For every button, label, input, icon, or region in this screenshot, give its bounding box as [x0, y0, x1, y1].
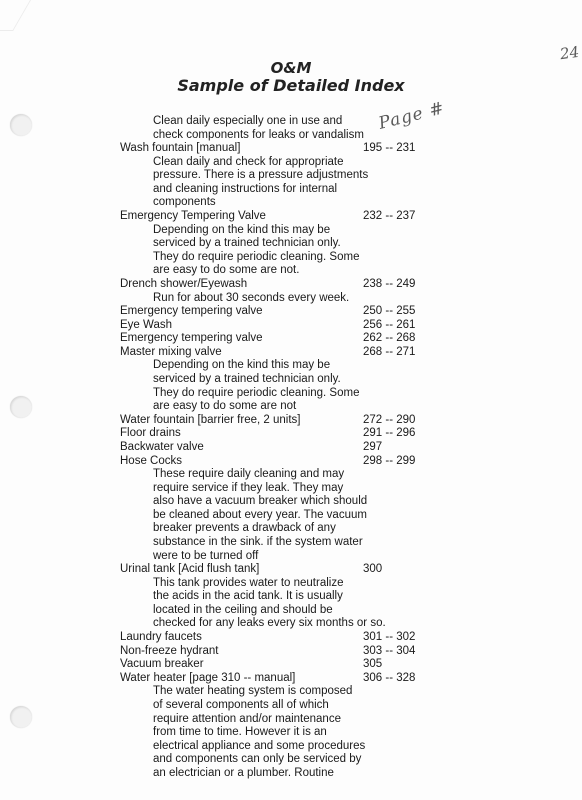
- index-item-description: from time to time. However it is an: [153, 726, 327, 738]
- index-item-name: Floor drains: [120, 427, 181, 439]
- index-item-description: They do require periodic cleaning. Some: [153, 251, 360, 263]
- index-item-pages: 238 -- 249: [363, 278, 416, 290]
- index-item-description: The water heating system is composed: [153, 685, 353, 697]
- index-item-name: Emergency tempering valve: [120, 305, 263, 317]
- index-item-description: This tank provides water to neutralize: [153, 577, 344, 589]
- index-item-description: substance in the sink. if the system water: [153, 536, 363, 548]
- index-item-name: Master mixing valve: [120, 346, 222, 358]
- document-subtitle: Sample of Detailed Index: [177, 76, 405, 95]
- index-item-pages: 268 -- 271: [363, 346, 416, 358]
- index-item-description: Depending on the kind this may be: [153, 359, 331, 371]
- index-item-name: Eye Wash: [120, 319, 172, 331]
- index-item-pages: 262 -- 268: [363, 332, 416, 344]
- index-item-name: Emergency Tempering Valve: [120, 210, 266, 222]
- index-item-description: checked for any leaks every six months or so.: [153, 617, 386, 629]
- index-item-description: Depending on the kind this may be: [153, 224, 331, 236]
- index-item-description: were to be turned off: [153, 550, 259, 562]
- index-item-description: components: [153, 196, 216, 208]
- index-item-description: They do require periodic cleaning. Some: [153, 387, 360, 399]
- index-item-name: Emergency tempering valve: [120, 332, 263, 344]
- index-item-description: require service if they leak. They may: [153, 482, 344, 494]
- index-item-name: Drench shower/Eyewash: [120, 278, 248, 290]
- index-item-pages: 232 -- 237: [363, 210, 416, 222]
- index-item-pages: 256 -- 261: [363, 319, 416, 331]
- index-item-pages: 300: [363, 563, 383, 575]
- index-item-name: Wash fountain [manual]: [120, 142, 241, 154]
- index-item-description: These require daily cleaning and may: [153, 468, 345, 480]
- index-item-description: located in the ceiling and should be: [153, 604, 333, 616]
- index-item-description: the acids in the acid tank. It is usually: [153, 590, 343, 602]
- index-item-name: Vacuum breaker: [120, 658, 204, 670]
- index-item-description: electrical appliance and some procedures: [153, 740, 366, 752]
- punch-hole-middle: [10, 396, 32, 418]
- index-item-name: Urinal tank [Acid flush tank]: [120, 563, 260, 575]
- index-item-description: pressure. There is a pressure adjustments: [153, 169, 369, 181]
- index-item-pages: 250 -- 255: [363, 305, 416, 317]
- index-item-description: Clean daily and check for appropriate: [153, 156, 344, 168]
- index-item-name: Water heater [page 310 -- manual]: [120, 672, 296, 684]
- index-item-description: be cleaned about every year. The vacuum: [153, 509, 367, 521]
- punch-hole-top: [10, 114, 32, 136]
- index-item-name: Hose Cocks: [120, 455, 182, 467]
- handwritten-page-number: 24: [558, 42, 581, 64]
- index-item-pages: 291 -- 296: [363, 427, 416, 439]
- index-item-description: require attention and/or maintenance: [153, 713, 341, 725]
- index-item-pages: 301 -- 302: [363, 631, 416, 643]
- index-item-name: Laundry faucets: [120, 631, 202, 643]
- index-item-name: Water fountain [barrier free, 2 units]: [120, 414, 301, 426]
- index-item-pages: 306 -- 328: [363, 672, 416, 684]
- index-item-name: Backwater valve: [120, 441, 204, 453]
- index-item-pages: 195 -- 231: [363, 142, 416, 154]
- index-item-description: check components for leaks or vandalism: [153, 129, 364, 141]
- index-item-description: are easy to do some are not.: [153, 264, 300, 276]
- index-item-description: Run for about 30 seconds every week.: [153, 292, 350, 304]
- index-item-description: also have a vacuum breaker which should: [153, 495, 368, 507]
- punch-hole-bottom: [10, 706, 32, 728]
- handwritten-page-note: Page #: [376, 98, 447, 134]
- index-item-description: are easy to do some are not: [153, 400, 297, 412]
- index-item-description: breaker prevents a drawback of any: [153, 522, 336, 534]
- index-item-description: and cleaning instructions for internal: [153, 183, 338, 195]
- index-item-description: Clean daily especially one in use and: [153, 115, 343, 127]
- index-item-description: serviced by a trained technician only.: [153, 237, 341, 249]
- document-title: O&M: [270, 59, 312, 77]
- index-item-pages: 303 -- 304: [363, 645, 416, 657]
- index-item-pages: 305: [363, 658, 383, 670]
- index-item-description: serviced by a trained technician only.: [153, 373, 341, 385]
- page-corner-fold: [0, 0, 31, 31]
- index-item-description: of several components all of which: [153, 699, 329, 711]
- index-item-name: Non-freeze hydrant: [120, 645, 219, 657]
- index-item-description: an electrician or a plumber. Routine: [153, 767, 334, 779]
- index-item-description: and components can only be serviced by: [153, 753, 362, 765]
- index-item-pages: 272 -- 290: [363, 414, 416, 426]
- index-item-pages: 297: [363, 441, 383, 453]
- index-item-pages: 298 -- 299: [363, 455, 416, 467]
